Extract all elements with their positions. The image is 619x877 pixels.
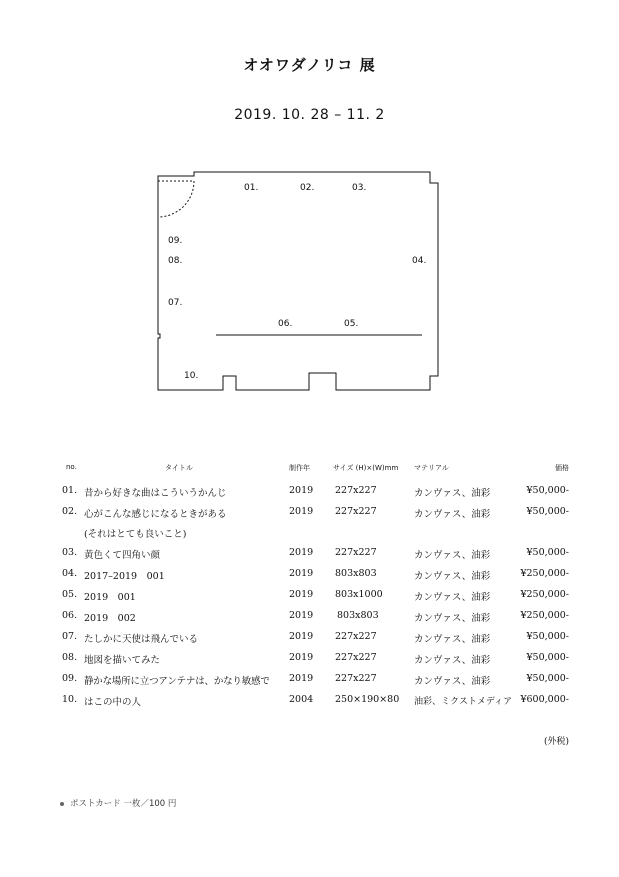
table-row — [0, 652, 619, 668]
row-size: 227x227 — [335, 506, 377, 517]
plan-label-10: 10. — [184, 371, 199, 381]
row-year: 2019 — [289, 568, 314, 579]
plan-label-03: 03. — [352, 183, 367, 193]
row-year: 2019 — [289, 673, 314, 684]
plan-label-04: 04. — [412, 256, 427, 266]
row-title: 2017–2019 001 — [84, 571, 165, 582]
row-material: カンヴァス、油彩 — [414, 655, 491, 666]
row-no: 09. — [62, 673, 78, 684]
row-material: カンヴァス、油彩 — [414, 550, 491, 561]
row-size: 803x1000 — [335, 589, 383, 600]
row-title: 2019 002 — [84, 613, 136, 624]
row-material: カンヴァス、油彩 — [414, 676, 491, 687]
row-size: 227x227 — [335, 547, 377, 558]
table-row — [0, 631, 619, 647]
table-row — [0, 547, 619, 563]
row-title: 静かな場所に立つアンテナは、かなり敏感で — [84, 676, 270, 687]
tax-note: (外税) — [543, 737, 569, 747]
row-material: カンヴァス、油彩 — [414, 571, 491, 582]
plan-label-01: 01. — [244, 183, 259, 193]
row-price: ¥50,000- — [526, 506, 569, 517]
table-row — [0, 610, 619, 626]
row-price: ¥600,000- — [520, 694, 569, 705]
row-no: 03. — [62, 547, 78, 558]
row-price: ¥50,000- — [526, 673, 569, 684]
row-title: 地図を描いてみた — [84, 655, 161, 666]
header-year: 制作年 — [289, 464, 310, 472]
row-price: ¥50,000- — [526, 547, 569, 558]
row-year: 2004 — [289, 694, 314, 705]
exhibition-dates: 2019. 10. 28 – 11. 2 — [234, 107, 385, 123]
row-no: 07. — [62, 631, 78, 642]
row-year: 2019 — [289, 547, 314, 558]
row-year: 2019 — [289, 610, 314, 621]
table-row — [0, 568, 619, 584]
row-material: 油彩、ミクストメディア — [414, 697, 513, 707]
row-size: 803x803 — [337, 610, 379, 621]
header-size: サイズ (H)×(W)mm — [333, 464, 399, 472]
row-year: 2019 — [289, 485, 314, 496]
row-no: 04. — [62, 568, 78, 579]
row-size: 803x803 — [335, 568, 377, 579]
row-year: 2019 — [289, 652, 314, 663]
row-material: カンヴァス、油彩 — [414, 592, 491, 603]
row-year: 2019 — [289, 589, 314, 600]
row-no: 10. — [62, 694, 78, 705]
row-no: 08. — [62, 652, 78, 663]
table-row — [0, 589, 619, 605]
plan-label-09: 09. — [168, 236, 183, 246]
postcard-note — [60, 797, 176, 809]
plan-label-07: 07. — [168, 298, 183, 308]
row-no: 05. — [62, 589, 78, 600]
row-price: ¥50,000- — [526, 652, 569, 663]
table-row — [0, 673, 619, 689]
row-title: たしかに天使は飛んでいる — [84, 634, 199, 645]
row-title: 黄色くて四角い顔 — [84, 550, 161, 561]
row-price: ¥50,000- — [526, 631, 569, 642]
row-material: カンヴァス、油彩 — [414, 488, 491, 499]
header-title: タイトル — [165, 464, 193, 472]
row-size: 227x227 — [335, 652, 377, 663]
plan-label-05: 05. — [344, 319, 359, 329]
row-price: ¥250,000- — [520, 589, 569, 600]
row-no: 01. — [62, 485, 78, 496]
row-title: 昔から好きな曲はこういうかんじ — [84, 488, 227, 499]
header-no: no. — [66, 463, 77, 471]
row-size: 250×190×80 — [335, 694, 400, 705]
row-no: 02. — [62, 506, 78, 517]
header-price: 価格 — [555, 464, 569, 472]
row-price: ¥250,000- — [520, 568, 569, 579]
row-size: 227x227 — [335, 631, 377, 642]
row-material: カンヴァス、油彩 — [414, 634, 491, 645]
table-row-continuation — [0, 526, 619, 542]
table-row — [0, 694, 619, 710]
row-material: カンヴァス、油彩 — [414, 509, 491, 520]
row-size: 227x227 — [335, 485, 377, 496]
floor-plan-outline — [150, 168, 450, 398]
row-no: 06. — [62, 610, 78, 621]
header-material: マテリアル — [414, 464, 449, 472]
exhibition-title: オオワダノリコ 展 — [243, 56, 376, 74]
row-price: ¥250,000- — [520, 610, 569, 621]
table-row — [0, 485, 619, 501]
row-year: 2019 — [289, 506, 314, 517]
bullet-icon — [60, 802, 64, 806]
row-year: 2019 — [289, 631, 314, 642]
plan-label-08: 08. — [168, 256, 183, 266]
row-title: 2019 001 — [84, 592, 136, 603]
row-size: 227x227 — [335, 673, 377, 684]
floor-plan — [150, 168, 450, 398]
row-price: ¥50,000- — [526, 485, 569, 496]
plan-label-06: 06. — [278, 319, 293, 329]
row-title: (それはとても良いこと) — [84, 529, 187, 540]
row-title: はこの中の人 — [84, 697, 142, 708]
postcard-note-text: ポストカード 一枚／100 円 — [70, 799, 177, 809]
table-row — [0, 506, 619, 522]
plan-label-02: 02. — [300, 183, 315, 193]
row-material: カンヴァス、油彩 — [414, 613, 491, 624]
row-title: 心がこんな感じになるときがある — [84, 509, 227, 520]
